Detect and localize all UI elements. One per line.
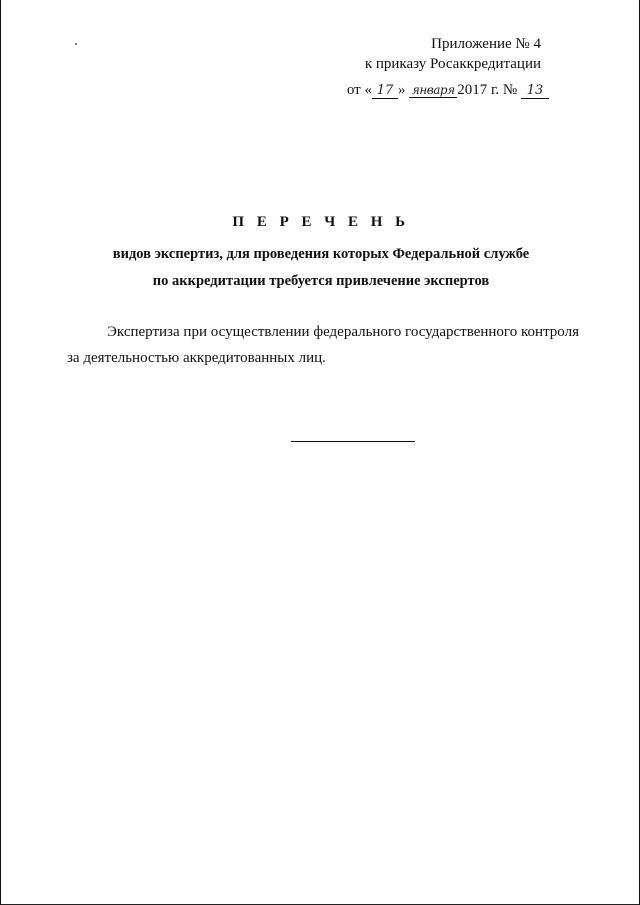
body-text-line2: за деятельностью аккредитованных лиц. xyxy=(67,350,326,366)
date-month-handwritten: января xyxy=(409,83,457,98)
date-prefix: от « xyxy=(346,82,372,98)
closing-divider xyxy=(291,441,415,442)
document-subtitle-line2: по аккредитации требуется привлечение экспертов xyxy=(152,273,490,289)
order-reference: к приказу Росаккредитации xyxy=(364,56,541,72)
date-mid: » xyxy=(397,82,406,98)
order-number-handwritten: 13 xyxy=(521,84,549,99)
order-date-line xyxy=(347,80,549,100)
appendix-number: Приложение № 4 xyxy=(431,36,541,52)
document-title: П Е Р Е Ч Е Н Ь xyxy=(232,214,410,230)
scan-speck xyxy=(75,43,77,45)
body-text-line1: Экспертиза при осуществлении федерального государственного контроля xyxy=(107,324,579,340)
date-day-handwritten: 17 xyxy=(372,84,398,99)
document-subtitle-line1: видов экспертиз, для проведения которых Федеральной службе xyxy=(112,246,530,262)
date-year: 2017 г. № xyxy=(457,82,518,98)
